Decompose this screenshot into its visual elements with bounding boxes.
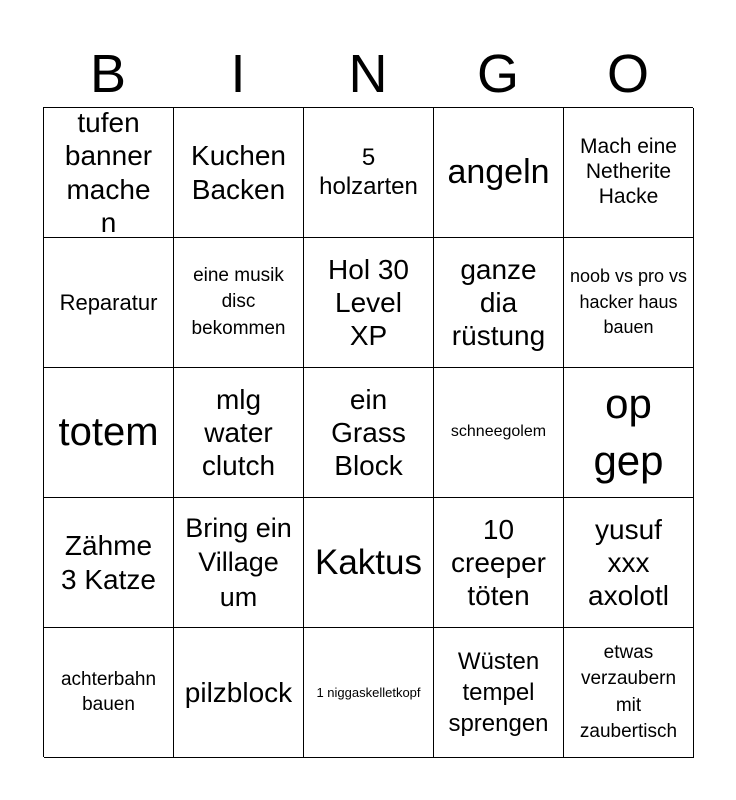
cell-label: achterbahn bauen [60, 668, 157, 715]
cell-label: Hol 30 Level XP [328, 253, 409, 352]
bingo-cell[interactable] [44, 108, 174, 238]
cell-label: yusuf xxx axolotl [588, 513, 669, 612]
cell-label: op gep [593, 379, 664, 484]
bingo-cell[interactable] [434, 368, 564, 498]
cell-label: eine musik disc bekommen [191, 265, 286, 339]
bingo-cell[interactable] [174, 368, 304, 498]
bingo-header [43, 40, 693, 108]
header-letter-n: N [348, 44, 388, 104]
cell-label: angeln [447, 153, 550, 192]
header-letter-o: O [606, 44, 649, 104]
bingo-cell[interactable] [564, 498, 694, 628]
cell-label: Kaktus [315, 542, 422, 582]
cell-label: ganze dia rüstung [451, 253, 546, 352]
bingo-cell[interactable] [434, 238, 564, 368]
cell-label: Reparatur [59, 289, 158, 315]
bingo-cell[interactable] [44, 628, 174, 758]
cell-label: 5 holzarten [319, 144, 418, 200]
bingo-cell[interactable] [564, 628, 694, 758]
bingo-cell[interactable] [434, 628, 564, 758]
cell-label: mlg water clutch [201, 383, 276, 482]
bingo-cell[interactable] [174, 108, 304, 238]
cell-label: noob vs pro vs hacker haus bauen [569, 266, 688, 338]
bingo-cell[interactable] [434, 498, 564, 628]
cell-label: Bring ein Village um [185, 512, 292, 612]
bingo-card-grid [43, 107, 693, 757]
bingo-cell[interactable] [304, 108, 434, 238]
bingo-cell[interactable] [564, 108, 694, 238]
bingo-cell[interactable] [174, 628, 304, 758]
cell-label: 1 niggaskelletkopf [316, 684, 421, 700]
bingo-cell[interactable] [44, 238, 174, 368]
header-letter-b: B [89, 44, 127, 104]
cell-label: Zähme 3 Katze [61, 530, 156, 595]
bingo-cell[interactable] [174, 238, 304, 368]
cell-label: Wüsten tempel sprengen [448, 647, 549, 738]
cell-label: pilzblock [184, 676, 293, 708]
bingo-cell[interactable] [564, 368, 694, 498]
cell-label: ein Grass Block [331, 383, 406, 482]
bingo-cell[interactable] [304, 238, 434, 368]
bingo-cell[interactable] [564, 238, 694, 368]
cell-label: Mach eine Netherite Hacke [580, 135, 677, 208]
header-letter-g: G [476, 44, 519, 104]
cell-label: 10 creeper töten [451, 513, 546, 612]
cell-label: Kuchen Backen [191, 140, 286, 205]
header-letter-i: I [230, 44, 246, 104]
cell-label: etwas verzaubern mit zaubertisch [579, 642, 678, 742]
cell-label: schneegolem [450, 423, 547, 441]
bingo-cell[interactable] [434, 108, 564, 238]
cell-label: totem [58, 409, 159, 454]
bingo-cell[interactable] [304, 628, 434, 758]
bingo-cell[interactable] [304, 368, 434, 498]
bingo-cell[interactable] [304, 498, 434, 628]
bingo-cell[interactable] [44, 368, 174, 498]
cell-label: tufen banner machen [64, 108, 153, 238]
bingo-cell[interactable] [174, 498, 304, 628]
bingo-cell[interactable] [44, 498, 174, 628]
